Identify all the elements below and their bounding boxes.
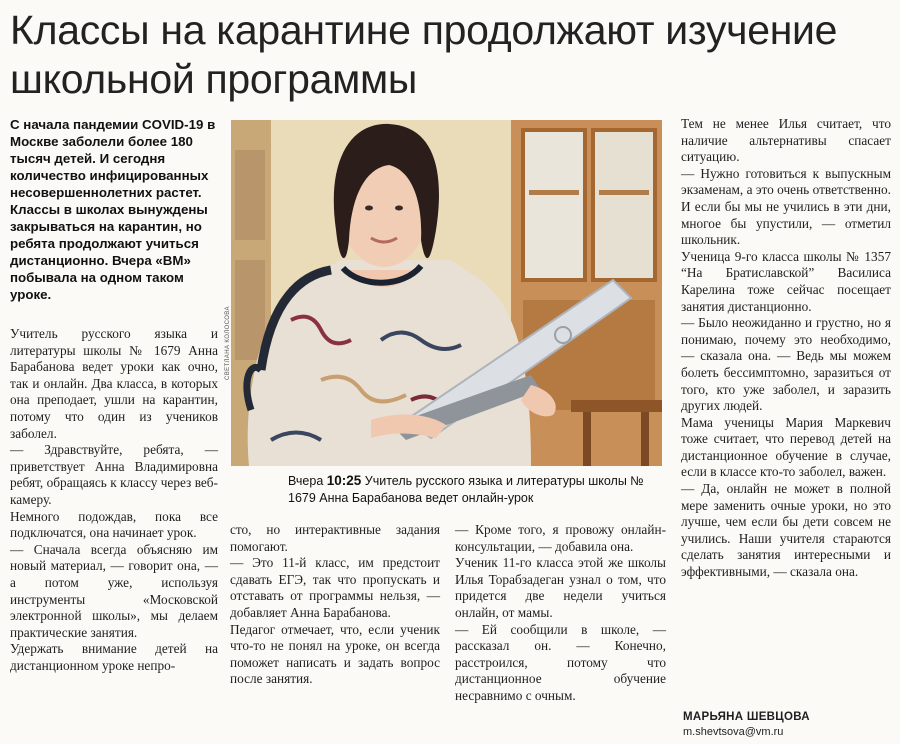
paragraph: Педагог отмечает, что, если ученик что-то не понял на уроке, он всегда поможет написать и задать вопрос после занятия. — [230, 621, 440, 687]
author-email[interactable]: m.shevtsova@vm.ru — [683, 726, 784, 738]
paragraph: — Ей сообщили в школе, — рассказал он. — Конечно, расстроился, потому что дистанционное обучение несравнимо с очным. — [455, 621, 666, 703]
paragraph: сто, но интерактивные задания помогают. — [230, 522, 440, 554]
paragraph: — Здравствуйте, ребята, — приветствует Анна Владимировна ребят, обращаясь к классу через веб-камеру. — [10, 442, 218, 507]
article-column-3 — [455, 522, 666, 705]
caption-time: 10:25 — [326, 473, 362, 488]
paragraph: Ученик 11-го класса этой же школы Илья Торабзадеган узнал о том, что придется две недели учиться онлайн, от мамы. — [455, 555, 666, 620]
paragraph: Тем не менее Илья считает, что наличие альтернативы спасает ситуацию. — [681, 116, 891, 165]
article-column-1 — [10, 326, 218, 674]
paragraph: Удержать внимание детей на дистанционном уроке непро- — [10, 641, 218, 673]
paragraph: — Это 11-й класс, им предстоит сдавать ЕГЭ, так что пропускать и отставать от программы нельзя, — добавляет Анна Барабанова. — [230, 555, 440, 620]
paragraph: — Нужно готовиться к выпускным экзаменам, а это очень ответственно. И если бы мы не учились в эти дни, многое бы упустили, — отметил школьник. — [681, 165, 891, 248]
paragraph: Ученица 9-го класса школы № 1357 “На Братиславской” Василиса Карелина тоже сейчас посещает занятия дистанционно. — [681, 248, 891, 314]
paragraph: Мама ученицы Мария Маркевич тоже считает, что перевод детей на дистанционное обучение в случае, если в классе кто-то заболел, важен. — [681, 414, 891, 480]
author-name: МАРЬЯНА ШЕВЦОВА — [683, 711, 810, 723]
headline: Классы на карантине продолжают изучение школьной программы — [10, 7, 838, 102]
paragraph: Немного подождав, пока все подключатся, она начинает урок. — [10, 508, 218, 541]
paragraph: Учитель русского языка и литературы школы № 1679 Анна Барабанова ведет уроки как очно, так и онлайн. Два класса, в которых она преподает, ушли на карантин, потому что один из учеников заболел. — [10, 326, 218, 441]
teacher-photo — [231, 120, 662, 466]
lead-paragraph: С начала пандемии COVID-19 в Москве заболели более 180 тысяч детей. И сегодня количество инфицированных несовершеннолетних растет. Классы в школах вынуждены закрываться на карантин, но ребята продолжают учиться дистанционно. Вчера «ВМ» побывала на одном таком уроке. — [10, 117, 216, 302]
paragraph: — Было неожиданно и грустно, но я понимаю, почему это необходимо, — сказала она. — Ведь мы можем болеть бессимптомно, заразиться от того, кто уже заболел, и заразить других людей. — [681, 315, 891, 414]
paragraph: — Кроме того, я провожу онлайн-консультации, — добавила она. — [455, 522, 666, 554]
article-column-4 — [681, 116, 891, 581]
article-column-2 — [230, 522, 440, 688]
paragraph: — Да, онлайн не может в полной мере заменить очные уроки, но это лучше, чем если бы дети совсем не учились. Наши учителя стараются сделать занятия интересными и эффективными, — сказала она. — [681, 481, 891, 580]
paragraph: — Сначала всегда объясняю им новый материал, — говорит она, — а потом уже, используя инструменты «Московской электронной школы», мы делаем практические занятия. — [10, 541, 218, 640]
photo-caption — [288, 472, 660, 507]
caption-prefix: Вчера — [288, 474, 327, 488]
caption-text: Учитель русского языка и литературы школы № 1679 Анна Барабанова ведет онлайн-урок — [288, 474, 644, 505]
photo-credit: СВЕТЛАНА КОЛОСОВА — [225, 306, 231, 380]
